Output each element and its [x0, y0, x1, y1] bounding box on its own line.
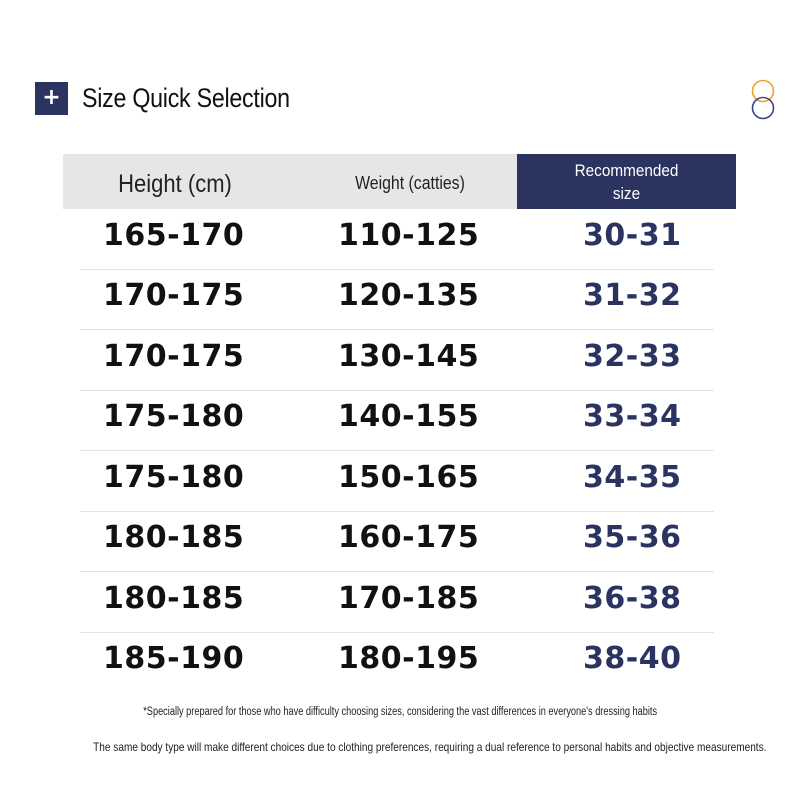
table-row	[80, 330, 714, 391]
column-header-weight: Weight (catties)	[355, 173, 465, 193]
orange-ring	[753, 81, 774, 102]
cell-recommended-size: 32-33	[583, 338, 682, 374]
column-header-size-line1: Recommended	[574, 160, 679, 180]
cell-height: 185-190	[103, 641, 245, 676]
navy-ring	[753, 98, 774, 119]
cell-weight: 170-185	[338, 580, 480, 616]
cell-weight: 110-125	[338, 217, 480, 253]
table-row	[80, 451, 714, 512]
cell-height: 170-175	[103, 338, 245, 374]
plus-icon: +	[35, 82, 68, 115]
section-header	[35, 81, 324, 115]
footnote-line-2	[0, 740, 800, 754]
cell-height: 175-180	[103, 399, 245, 434]
cell-recommended-size: 36-38	[583, 580, 682, 616]
cell-height: 180-185	[103, 520, 245, 555]
cell-height: 180-185	[103, 580, 245, 616]
table-row	[80, 633, 714, 694]
page-title: Size Quick Selection	[82, 82, 290, 113]
cell-recommended-size: 30-31	[583, 217, 682, 253]
column-header-recommended-size	[528, 154, 725, 209]
size-table-header	[63, 154, 736, 209]
column-header-height: Height (cm)	[118, 170, 232, 198]
cell-recommended-size: 33-34	[583, 399, 682, 434]
cell-recommended-size: 38-40	[583, 641, 682, 676]
cell-height: 175-180	[103, 459, 245, 495]
cell-weight: 160-175	[338, 520, 480, 555]
cell-recommended-size: 31-32	[583, 278, 682, 313]
cell-recommended-size: 35-36	[583, 520, 682, 555]
cell-height: 170-175	[103, 278, 245, 313]
cell-weight: 140-155	[338, 399, 480, 434]
table-row	[80, 512, 714, 573]
table-row	[80, 209, 714, 270]
cell-weight: 130-145	[338, 338, 480, 374]
cell-height: 165-170	[103, 217, 245, 253]
size-table-body	[80, 209, 714, 693]
cell-weight: 150-165	[338, 459, 480, 495]
table-row	[80, 572, 714, 633]
cell-recommended-size: 34-35	[583, 459, 682, 495]
cell-weight: 120-135	[338, 278, 480, 313]
footnote-line-2-text: The same body type will make different choices due to clothing preferences, requiring a dual reference to personal habits and objective measurements.	[93, 740, 767, 754]
column-header-size-line2: size	[612, 183, 641, 203]
table-row	[80, 391, 714, 452]
footnote-line-1-text: *Specially prepared for those who have difficulty choosing sizes, considering the vast differences in everyone's dressing habits	[143, 706, 657, 718]
cell-weight: 180-195	[338, 641, 480, 676]
table-row	[80, 270, 714, 331]
footnote-line-1	[0, 706, 800, 718]
interlocking-rings-icon	[748, 78, 778, 122]
